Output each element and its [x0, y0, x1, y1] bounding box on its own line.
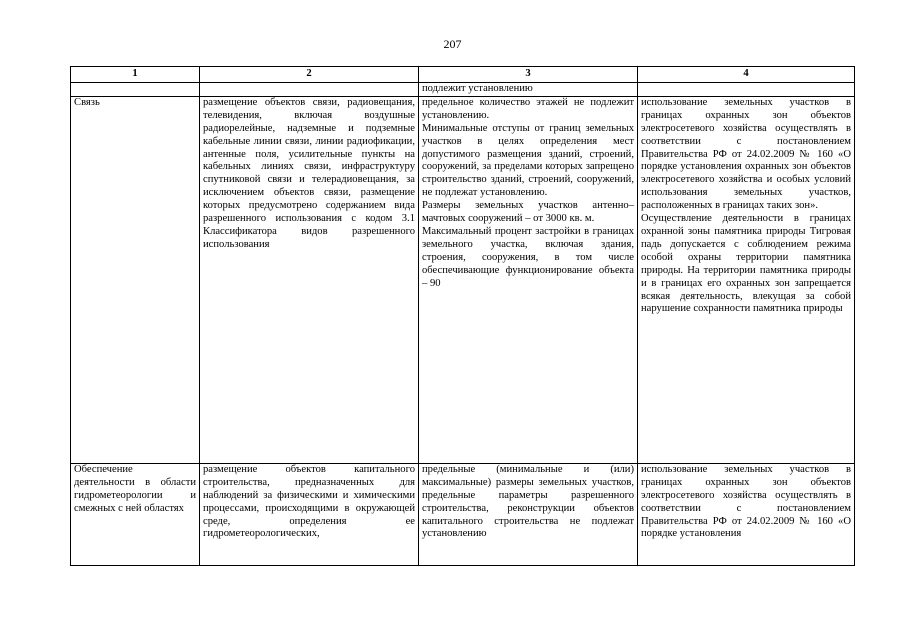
parameters-paragraph: предельное количество этажей не подлежит установлению. [422, 96, 634, 121]
table-header-row [71, 67, 855, 83]
cell-parameters [419, 96, 638, 463]
parameters-paragraph: предельные (минимальные и (или) максимальные) размеры земельных участков, предельные параметры разрешенного строительства, реконструкции объектов капитального строительства не подлежат установлению [422, 463, 634, 540]
cell-continuation-col4 [638, 82, 855, 96]
cell-continuation-col2 [200, 82, 419, 96]
table-row [71, 96, 855, 463]
cell-use-type: Обеспечение деятельности в области гидрометеорологии и смежных с ней областях [71, 463, 200, 565]
restrictions-paragraph: использование земельных участков в границах охранных зон объектов электросетевого хозяйства осуществлять в соответствии с постановлением Правительства РФ от 24.02.2009 № 160 «О порядке установления охранных зон объектов электросетевого хозяйства и особых условий использования земельных участков, расположенных в границах таких зон». [641, 96, 851, 212]
cell-continuation-col3: подлежит установлению [419, 82, 638, 96]
cell-continuation-col1 [71, 82, 200, 96]
zoning-regulations-table [70, 66, 855, 566]
cell-restrictions [638, 96, 855, 463]
cell-use-description: размещение объектов связи, радиовещания, телевидения, включая воздушные радиорелейные, надземные и подземные кабельные линии связи, линии радиофикации, антенные поля, усилительные пункты на кабельных линиях связи, инфраструктуру спутниковой связи и телерадиовещания, за исключением объектов связи, размещение которых предусмотрено содержанием вида разрешенного использования с кодом 3.1 Классификатора видов разрешенного использования [200, 96, 419, 463]
restrictions-paragraph: использование земельных участков в границах охранных зон объектов электросетевого хозяйства осуществлять в соответствии с постановлением Правительства РФ от 24.02.2009 № 160 «О порядке установления [641, 463, 851, 540]
column-header-2: 2 [200, 67, 419, 83]
page-number: 207 [443, 37, 462, 51]
parameters-paragraph: Максимальный процент застройки в границах земельного участка, включая здания, строения, сооружения, в том числе обеспечивающие функционирование объекта – 90 [422, 225, 634, 289]
cell-restrictions [638, 463, 855, 565]
cell-parameters [419, 463, 638, 565]
cell-use-description: размещение объектов капитального строительства, предназначенных для наблюдений за физическими и химическими процессами, происходящими в окружающей среде, определения ее гидрометеорологических, [200, 463, 419, 565]
table-row [71, 463, 855, 565]
column-header-3: 3 [419, 67, 638, 83]
parameters-paragraph: Минимальные отступы от границ земельных участков в целях определения мест допустимого размещения зданий, строений, сооружений, за пределами которых запрещено строительство зданий, строений, сооружений, не подлежат установлению. [422, 122, 634, 199]
restrictions-paragraph: Осуществление деятельности в границах охранной зоны памятника природы Тигровая падь допускается с соблюдением режима особой охраны территории памятника природы. На территории памятника природы и в границах его охранных зон запрещается всякая деятельность, влекущая за собой нарушение сохранности памятника природы [641, 213, 851, 315]
table-row-continuation [71, 82, 855, 96]
cell-use-type: Связь [71, 96, 200, 463]
column-header-4: 4 [638, 67, 855, 83]
column-header-1: 1 [71, 67, 200, 83]
parameters-paragraph: Размеры земельных участков антенно–мачтовых сооружений – от 3000 кв. м. [422, 200, 634, 225]
